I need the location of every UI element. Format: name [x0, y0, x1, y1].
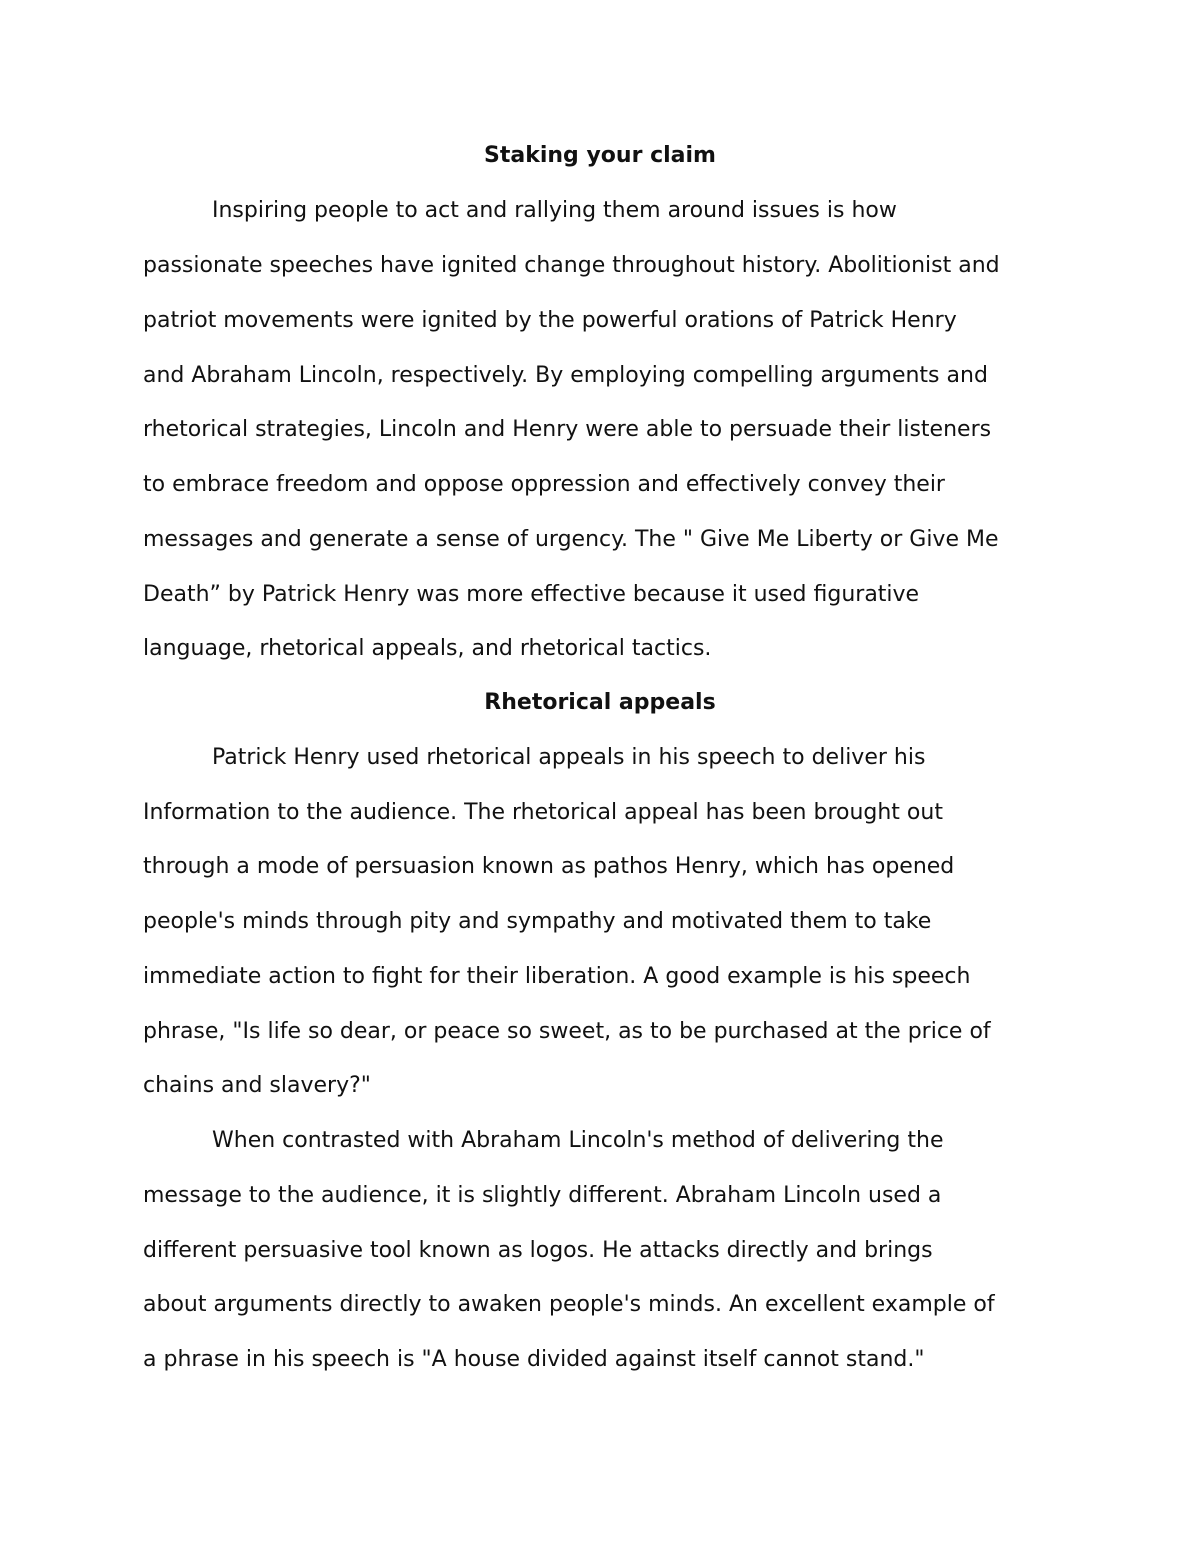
paragraph-line: phrase, "Is life so dear, or peace so sweet, as to be purchased at the price of [143, 1019, 991, 1044]
paragraph-line: patriot movements were ignited by the powerful orations of Patrick Henry [143, 308, 957, 333]
paragraph-line: a phrase in his speech is "A house divided against itself cannot stand." [143, 1347, 925, 1372]
section-heading-staking-your-claim: Staking your claim [484, 143, 716, 168]
paragraph-line: language, rhetorical appeals, and rhetorical tactics. [143, 636, 712, 661]
paragraph-line: Death” by Patrick Henry was more effective because it used figurative [143, 582, 920, 607]
paragraph-line: chains and slavery?" [143, 1073, 371, 1098]
paragraph-line: When contrasted with Abraham Lincoln's method of delivering the [212, 1128, 944, 1153]
paragraph-line: different persuasive tool known as logos. He attacks directly and brings [143, 1238, 933, 1263]
section-heading-rhetorical-appeals: Rhetorical appeals [484, 690, 716, 715]
paragraph-line: about arguments directly to awaken people's minds. An excellent example of [143, 1292, 995, 1317]
paragraph-line: to embrace freedom and oppose oppression and effectively convey their [143, 472, 945, 497]
paragraph-line: Inspiring people to act and rallying them around issues is how [212, 198, 897, 223]
paragraph-line: messages and generate a sense of urgency. The " Give Me Liberty or Give Me [143, 527, 999, 552]
paragraph-line: people's minds through pity and sympathy and motivated them to take [143, 909, 932, 934]
paragraph-line: Patrick Henry used rhetorical appeals in his speech to deliver his [212, 745, 926, 770]
paragraph-line: rhetorical strategies, Lincoln and Henry were able to persuade their listeners [143, 417, 992, 442]
paragraph-line: message to the audience, it is slightly different. Abraham Lincoln used a [143, 1183, 942, 1208]
paragraph-line: through a mode of persuasion known as pathos Henry, which has opened [143, 854, 955, 879]
paragraph-line: Information to the audience. The rhetorical appeal has been brought out [143, 800, 943, 825]
paragraph-line: passionate speeches have ignited change throughout history. Abolitionist and [143, 253, 1000, 278]
paragraph-line: immediate action to fight for their liberation. A good example is his speech [143, 964, 971, 989]
paragraph-line: and Abraham Lincoln, respectively. By employing compelling arguments and [143, 363, 988, 388]
